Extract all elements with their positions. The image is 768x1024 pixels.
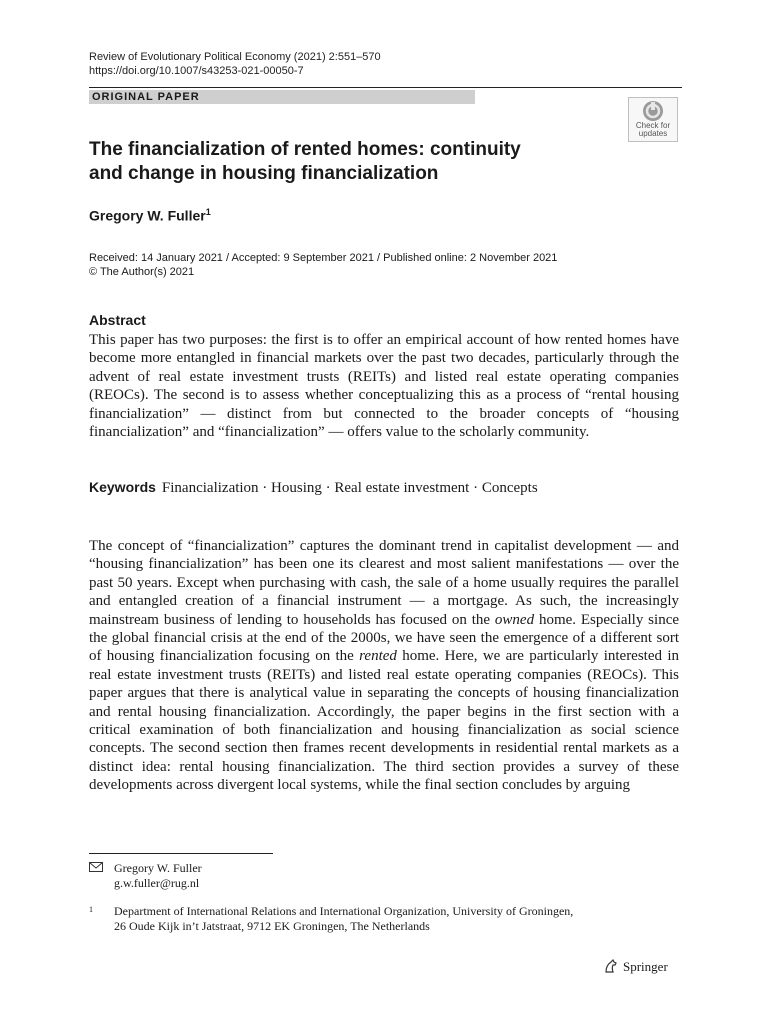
- publisher-name: Springer: [623, 959, 668, 974]
- journal-header: [89, 50, 381, 78]
- author-affiliation-mark: 1: [205, 207, 211, 217]
- paper-title-line2: and change in housing financialization: [89, 163, 439, 184]
- check-updates-line2: updates: [638, 129, 668, 138]
- contact-email[interactable]: g.w.fuller@rug.nl: [114, 876, 200, 890]
- envelope-icon: [89, 861, 103, 876]
- affiliation-footnote: [89, 904, 573, 934]
- paper-title: [89, 138, 559, 186]
- body-emphasis-owned: owned: [494, 611, 535, 628]
- author-line: [89, 207, 211, 224]
- keywords-line: [89, 479, 538, 497]
- body-text-part1: The concept of “financialization” captures the dominant trend in capitalist development — and “housing financialization” has been one its clearest and most salient manifestations — over the past 50 years. Except when purchasing with cash, the sale of a home usually requires the parallel and entangled creation of a financial instrument — a mortgage. As such, the increasingly mainstream business of lending to households has focused on the: [89, 538, 679, 628]
- dates-line: Received: 14 January 2021 / Accepted: 9 September 2021 / Published online: 2 November 2021: [89, 252, 558, 264]
- paper-title-line1: The financialization of rented homes: continuity: [89, 139, 521, 160]
- doi-link[interactable]: https://doi.org/10.1007/s43253-021-00050-7: [89, 65, 304, 77]
- footnote-rule: [89, 853, 273, 854]
- body-paragraph: [89, 537, 679, 795]
- keywords-label: Keywords: [89, 479, 156, 495]
- abstract-text: This paper has two purposes: the first is to offer an empirical account of how rented homes have become more entangled in financial markets over the past two decades, particularly through the advent of real estate investment trusts (REITs) and listed real estate operating companies (REOCs). The second is to assess whether conceptualizing this as a process of “rental housing financialization” — distinct from but connected to the broader concepts of “housing financialization” and “financialization” — offers value to the scholarly community.: [89, 332, 679, 441]
- journal-citation: Review of Evolutionary Political Economy (2021) 2:551–570: [89, 51, 381, 63]
- contact-name: Gregory W. Fuller: [114, 861, 202, 875]
- abstract-heading: Abstract: [89, 312, 146, 328]
- affiliation-mark: 1: [89, 905, 93, 914]
- author-name[interactable]: Gregory W. Fuller: [89, 207, 206, 224]
- header-rule: [89, 87, 682, 88]
- affiliation-line1: Department of International Relations and International Organization, University of Groningen,: [114, 904, 574, 918]
- copyright-line: © The Author(s) 2021: [89, 266, 195, 278]
- check-for-updates-button[interactable]: [628, 97, 678, 142]
- affiliation-line2: 26 Oude Kijk in’t Jatstraat, 9712 EK Groningen, The Netherlands: [114, 919, 430, 933]
- keywords-list: Financialization · Housing · Real estate investment · Concepts: [161, 480, 538, 496]
- publisher-logo: [603, 958, 668, 975]
- body-text-part2: home. Especially since the global financial crisis at the end of the 2000s, we have seen the emergence of a different sort of housing financialization focusing on the: [89, 611, 680, 665]
- body-text-part3: home. Here, we are particularly interested in real estate investment trusts (REITs) and listed real estate operating companies (REOCs). This paper argues that there is analytical value in separating the concepts of housing financialization and rental housing financialization. Accordingly, the paper begins in the first section with a critical examination of both financialization and housing financialization as social science concepts. The second section then frames recent developments in residential rental markets as a distinct idea: rental housing financialization. The third section provides a survey of these developments across divergent local systems, while the final section concludes by arguing: [89, 648, 679, 794]
- check-updates-icon: [642, 100, 664, 122]
- body-emphasis-rented: rented: [359, 648, 397, 665]
- publication-dates: [89, 251, 557, 279]
- springer-horse-icon: [603, 958, 619, 974]
- contact-footnote: [89, 861, 202, 891]
- check-updates-line1: Check for: [635, 121, 671, 130]
- article-type-badge: ORIGINAL PAPER: [89, 90, 475, 104]
